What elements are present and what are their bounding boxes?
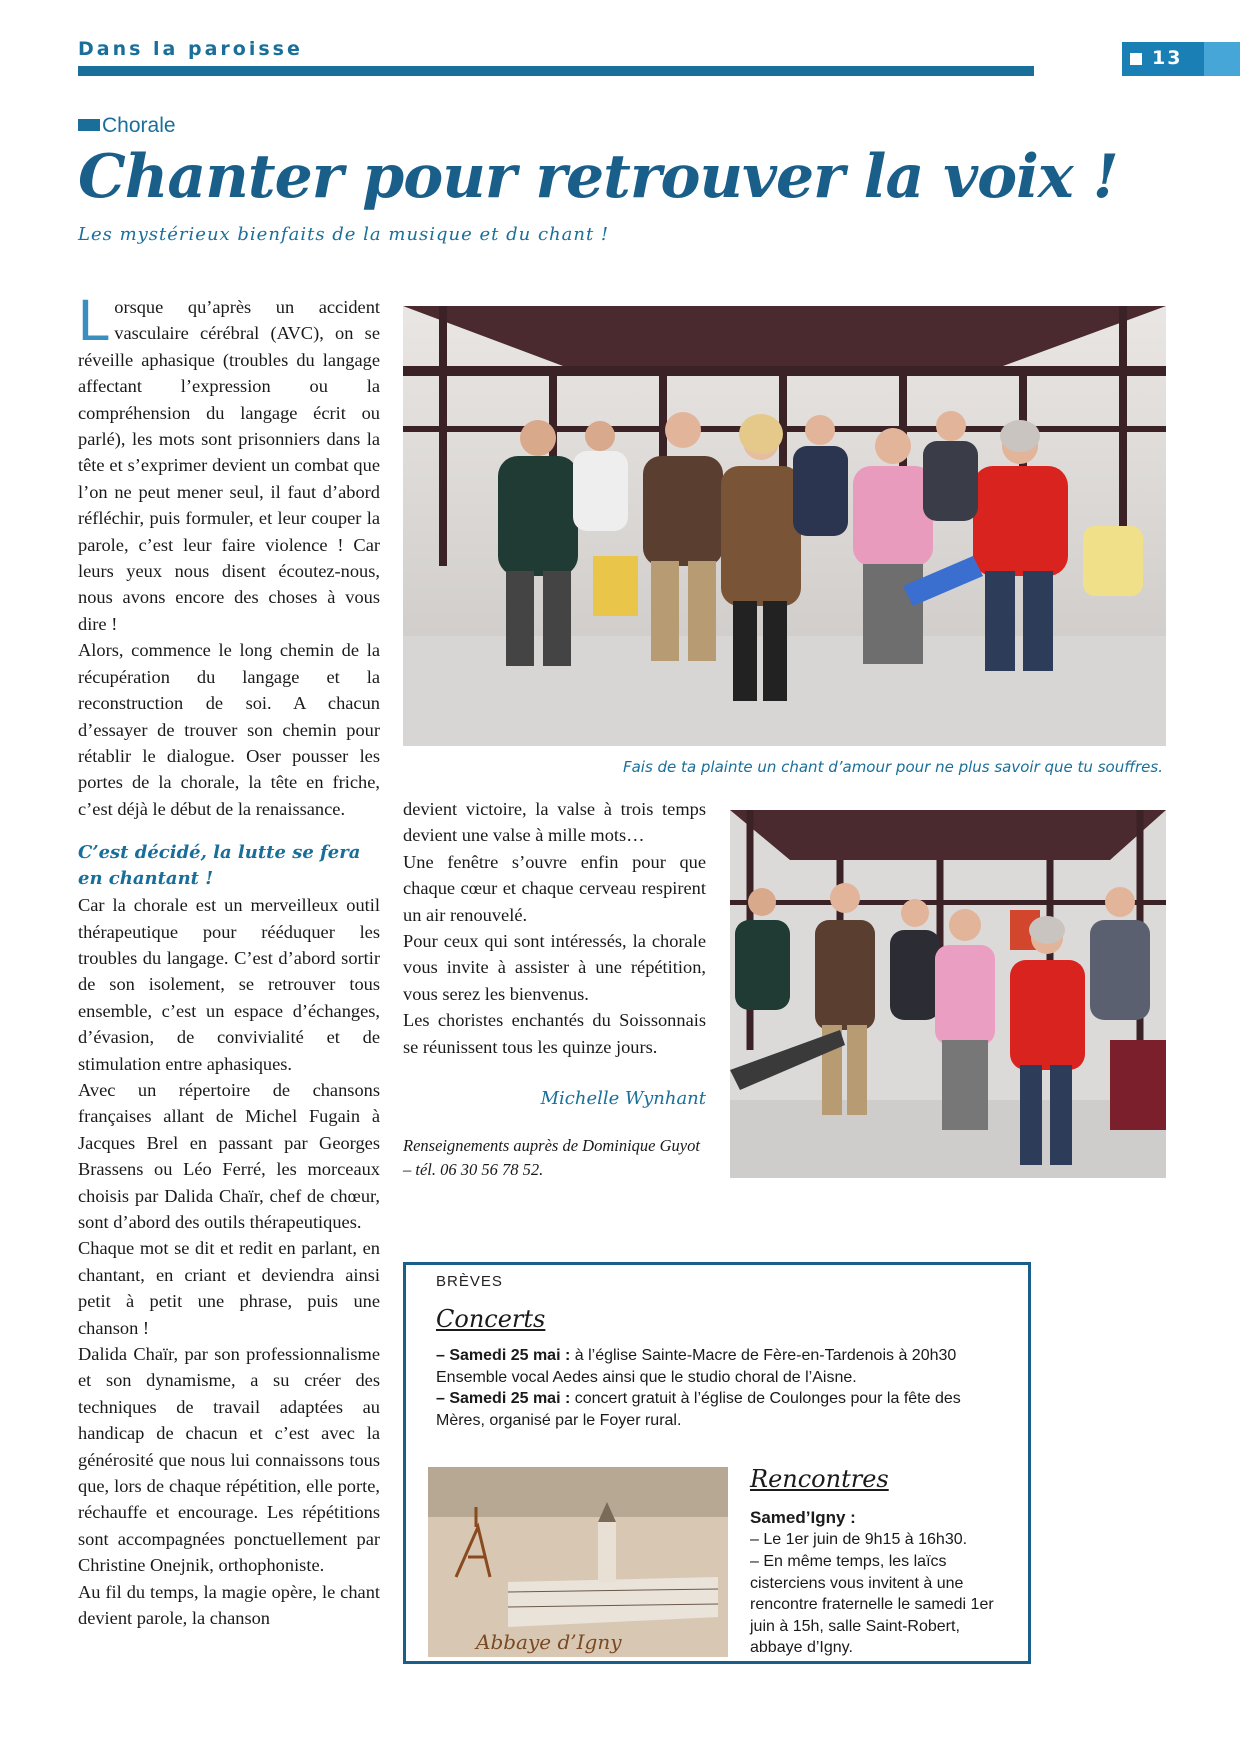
abbey-logo-text: Abbaye d’Igny — [476, 1630, 622, 1654]
section-label: Dans la paroisse — [78, 38, 303, 60]
paragraph: Avec un répertoire de chansons françaises allant de Michel Fugain à Jacques Brel en passant par Georges Brassens ou Léo Ferré, les morceaux choisis par Dalida Chaïr, chef de chœur, sont d’abord des outils thérapeutiques. — [78, 1079, 380, 1232]
author-signature: Michelle Wynhant — [540, 1088, 706, 1109]
dropcap: L — [78, 288, 111, 353]
article-kicker: Chorale — [78, 114, 176, 138]
contact-info: Renseignements auprès de Dominique Guyot – tél. 06 30 56 78 52. — [403, 1136, 700, 1179]
breves-label: BRÈVES — [436, 1273, 503, 1290]
paragraph: Pour ceux qui sont intéressés, la chorale vous invite à assister à une répétition, vous serez les bienvenus. — [403, 931, 706, 1004]
square-bullet-icon — [78, 119, 100, 131]
concert-entry-1: – Samedi 25 mai : à l’église Sainte-Macre de Fère-en-Tardenois à 20h30 Ensemble vocal Aedes ainsi que le studio choral de l’Aisne. — [436, 1347, 957, 1386]
header-rule — [78, 66, 1034, 76]
paragraph: Car la chorale est un merveilleux outil thérapeutique pour rééduquer les troubles du langage. C’est d’abord sortir de son isolement, se retrouver tous ensemble, c’est un espace d’échanges, d’évasion, de convivialité et de stimulation entre aphasiques. — [78, 895, 380, 1074]
concert-entry-2: – Samedi 25 mai : concert gratuit à l’église de Coulonges pour la fête des Mères, organisé par le Foyer rural. — [436, 1390, 961, 1429]
photo-caption: Fais de ta plainte un chant d’amour pour ne plus savoir que tu souffres. — [622, 758, 1163, 776]
subheading: C’est décidé, la lutte se fera en chantant ! — [78, 842, 361, 890]
square-icon — [1130, 53, 1142, 65]
page-number: 13 — [1152, 47, 1183, 69]
rencontre-line-2: – En même temps, les laïcs cisterciens vous invitent à une rencontre fraternelle le samedi 1er juin à 15h, salle Saint-Robert, abbaye d’Igny. — [750, 1553, 994, 1656]
page-number-box — [1122, 42, 1204, 76]
rencontre-line-1: – Le 1er juin de 9h15 à 16h30. — [750, 1531, 968, 1548]
column-2 — [403, 796, 706, 1060]
paragraph: Dalida Chaïr, par son professionnalisme et son dynamisme, a su créer des techniques de travail adaptées au handicap de chacun et c’est avec la générosité que nous lui connaissons tous que, lors de chaque répétition, elle porte, réchauffe et encourage. Les répétitions sont accompagnées ponctuellement par Christine Onejnik, orthophoniste. — [78, 1344, 380, 1576]
concerts-heading: Concerts — [436, 1305, 546, 1333]
column-1 — [78, 288, 380, 1632]
abbey-igny-image — [428, 1467, 728, 1657]
rencontres-heading: Rencontres — [750, 1465, 889, 1493]
rencontre-heading: Samed’Igny : — [750, 1508, 856, 1527]
article-subtitle: Les mystérieux bienfaits de la musique et du chant ! — [78, 224, 610, 245]
article-title: Chanter pour retrouver la voix ! — [78, 142, 1118, 212]
paragraph: Chaque mot se dit et redit en parlant, en chantant, en criant et deviendra ainsi petit à petit une phrase, puis une chanson ! — [78, 1238, 380, 1338]
paragraph: devient victoire, la valse à trois temps devient une valse à mille mots… — [403, 799, 706, 846]
page-edge-strip — [1204, 42, 1240, 76]
paragraph: Les choristes enchantés du Soissonnais se réunissent tous les quinze jours. — [403, 1010, 706, 1057]
paragraph: Au fil du temps, la magie opère, le chant devient parole, la chanson — [78, 1581, 380, 1629]
paragraph: Une fenêtre s’ouvre enfin pour que chaque cœur et chaque cerveau respirent un air renouvelé. — [403, 851, 706, 925]
paragraph: Lorsque qu’après un accident vasculaire cérébral (AVC), on se réveille aphasique (troubles du langage affectant l’expression ou la compréhension du langage écrit ou parlé), les mots sont prisonniers dans la tête et s’exprimer devient un combat que l’on ne peut mener seul, il faut d’abord réfléchir, puis formuler, et leur couper la parole, c’est leur faire violence ! Car leurs yeux nous disent écoutez-nous, nous avons encore des choses à vous dire ! — [78, 288, 380, 634]
choir-photo-1 — [403, 306, 1166, 746]
breves-box — [403, 1262, 1031, 1664]
choir-photo-2 — [730, 810, 1166, 1178]
paragraph: Alors, commence le long chemin de la récupération du langage et la reconstruction de soi. A chacun d’essayer de trouver son chemin pour rétablir le dialogue. Oser pousser les portes de la chorale, la tête en friche, c’est déjà le début de la renaissance. — [78, 640, 380, 819]
